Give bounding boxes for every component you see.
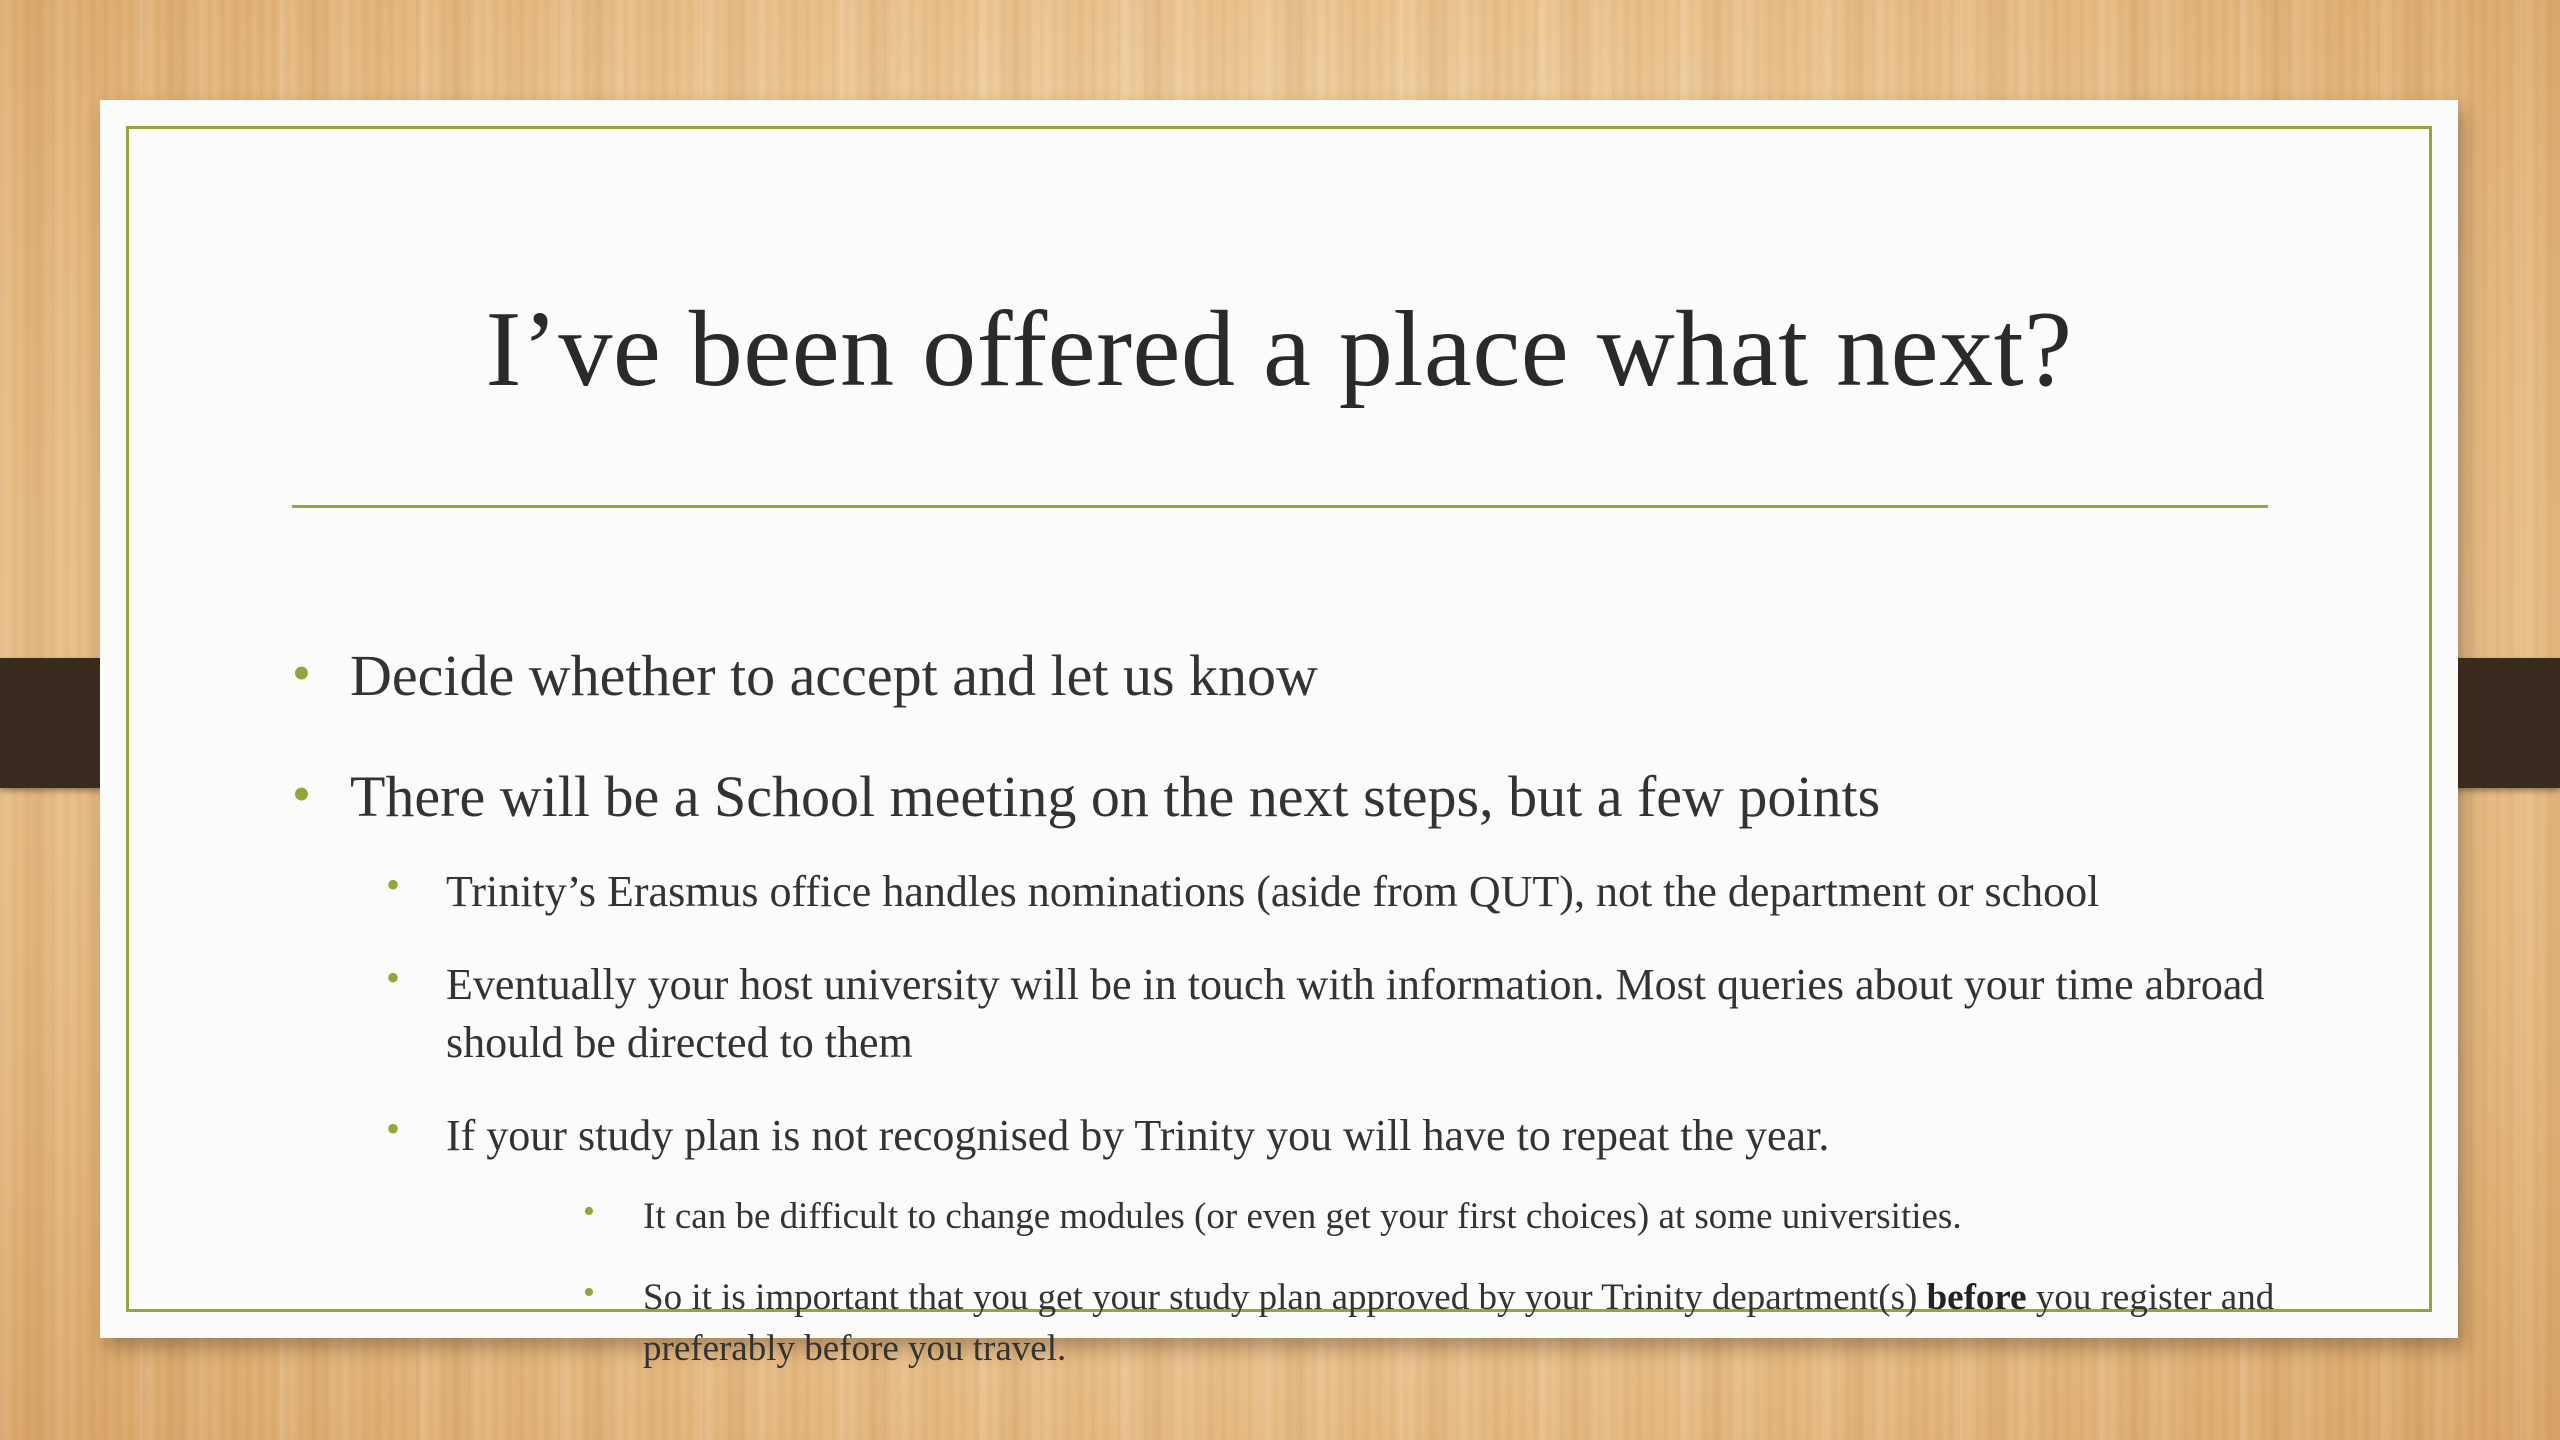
list-item [290,863,2370,922]
bullet-dot-icon: • [292,763,311,824]
bullet-dot-icon: • [386,954,401,1000]
bullet-dot-icon: • [386,1105,401,1151]
bullet-text: It can be difficult to change modules (or even get your first choices) at some universities. [643,1196,1962,1238]
bullet-dot-icon: • [292,643,311,703]
bullet-list [290,640,2370,1374]
bullet-text: There will be a School meeting on the next steps, but a few points [350,763,1881,829]
bullet-dot-icon: • [583,1193,595,1231]
bullet-dot-icon: • [386,862,401,907]
list-item [290,1191,2370,1242]
list-item [290,761,2370,834]
list-item [290,1107,2370,1166]
slide-title: I’ve been offered a place what next? [485,290,2073,409]
bullet-text: Decide whether to accept and let us know [350,643,1318,708]
bullet-text: If your study plan is not recognised by Trinity you will have to repeat the year. [446,1110,1830,1160]
bullet-dot-icon: • [583,1274,595,1312]
list-item [290,640,2370,713]
list-item [290,956,2370,1073]
bullet-text-after: you register and preferably before you travel. [643,1277,2275,1370]
presentation-slide [100,100,2458,1370]
title-underline-divider [292,505,2268,508]
bullet-text: Eventually your host university will be in touch with information. Most queries about your time abroad should be directed to them [446,959,2265,1068]
bullet-text: Trinity’s Erasmus office handles nominations (aside from QUT), not the department or school [446,867,2100,916]
bullet-text-emphasis: before [1926,1277,2027,1319]
list-item [290,1272,2370,1374]
bullet-text-before: So it is important that you get your study plan approved by your Trinity department(s) [643,1277,1927,1319]
